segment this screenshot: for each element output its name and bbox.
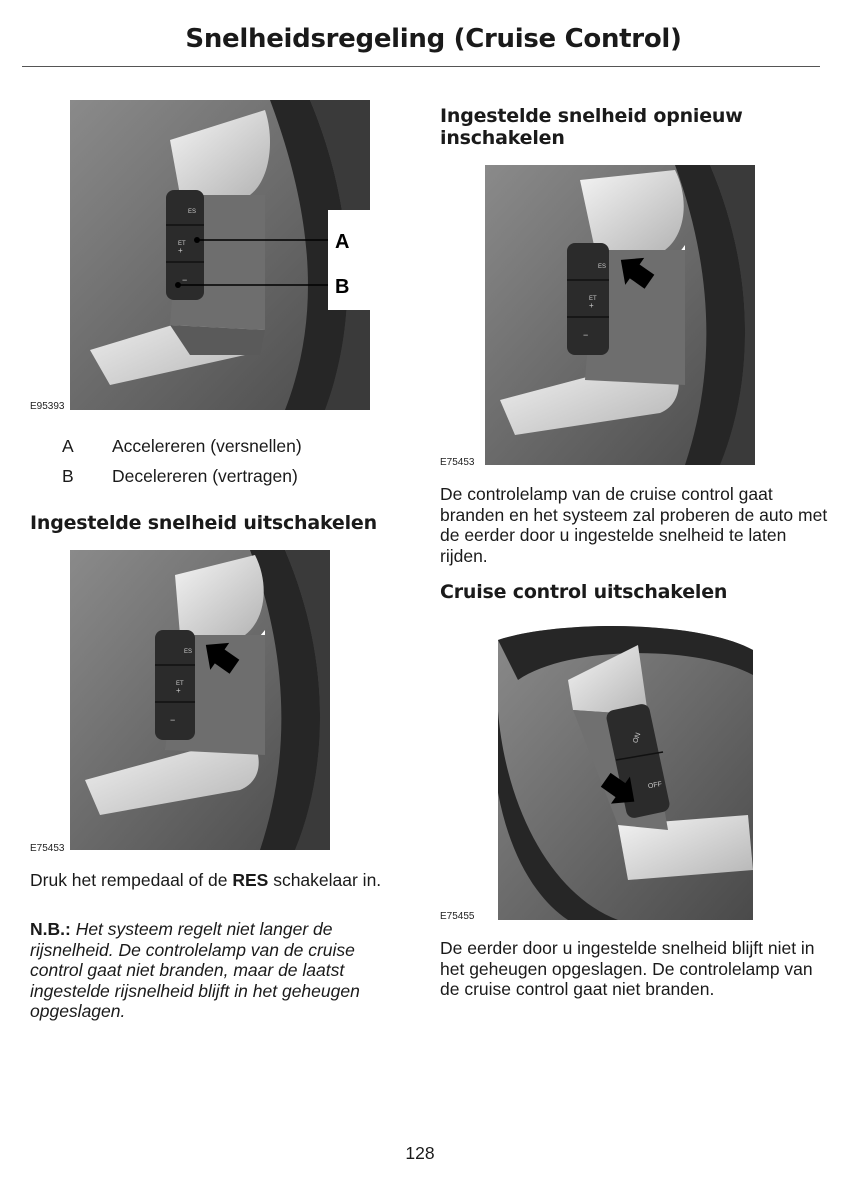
figure-id: E75453 <box>440 457 475 468</box>
set-plus-label: + <box>589 301 594 310</box>
note-label: N.B.: <box>30 919 71 939</box>
set-button-label: ET <box>589 296 597 302</box>
legend-text-b: Decelereren (vertragen) <box>112 466 298 486</box>
res-button-label: ES <box>184 649 193 655</box>
steering-wheel-figure-1 <box>70 100 370 410</box>
legend-letter-a: A <box>62 436 74 456</box>
steering-wheel-figure-3 <box>485 165 755 465</box>
section-heading-right-2: Cruise control uitschakelen <box>440 581 728 603</box>
minus-button-label: − <box>170 715 176 725</box>
minus-button-label: − <box>182 275 188 285</box>
steering-wheel-figure-4 <box>498 620 753 920</box>
legend-letter-b: B <box>62 466 74 486</box>
off-button-label: OFF <box>647 780 663 791</box>
note <box>30 919 408 1022</box>
figure-id: E75455 <box>440 911 475 922</box>
callout-a: A <box>335 231 350 253</box>
paragraph-res: Druk het rempedaal of de RES schakelaar in. <box>30 870 382 890</box>
section-heading-left: Ingestelde snelheid uitschakelen <box>30 512 377 534</box>
res-button-label: ES <box>598 264 607 270</box>
figure-id: E75453 <box>30 843 65 854</box>
on-button-label: ON <box>632 731 643 745</box>
callout-b: B <box>335 276 350 298</box>
page-number: 128 <box>405 1143 435 1163</box>
steering-wheel-figure-2 <box>70 550 330 850</box>
set-button-label: ET <box>176 681 184 687</box>
paragraph-switch-off: De eerder door u ingestelde snelheid blijft niet in het geheugen opgeslagen. De controlelamp van de cruise control gaat niet branden. <box>440 938 815 999</box>
minus-button-label: − <box>583 330 589 340</box>
res-bold: RES <box>232 870 269 890</box>
note-text: Het systeem regelt niet langer de rijsnelheid. De controlelamp van de cruise control gaat niet branden, maar de laatst ingestelde rijsnelheid blijft in het geheugen opgeslagen. <box>30 919 360 1021</box>
set-button-label: ET <box>178 241 186 247</box>
set-plus-label: + <box>178 246 183 255</box>
paragraph-resume: De controlelamp van de cruise control gaat branden en het systeem zal proberen de auto met de eerder door u ingestelde snelheid te laten rijden. <box>440 484 828 566</box>
section-heading-right-1: Ingestelde snelheid opnieuw inschakelen <box>440 105 743 149</box>
res-button-label: ES <box>188 209 197 215</box>
set-plus-label: + <box>176 686 181 695</box>
page-title: Snelheidsregeling (Cruise Control) <box>185 24 682 54</box>
title-rule <box>22 66 820 67</box>
legend-text-a: Accelereren (versnellen) <box>112 436 302 456</box>
figure-id: E95393 <box>30 401 65 412</box>
